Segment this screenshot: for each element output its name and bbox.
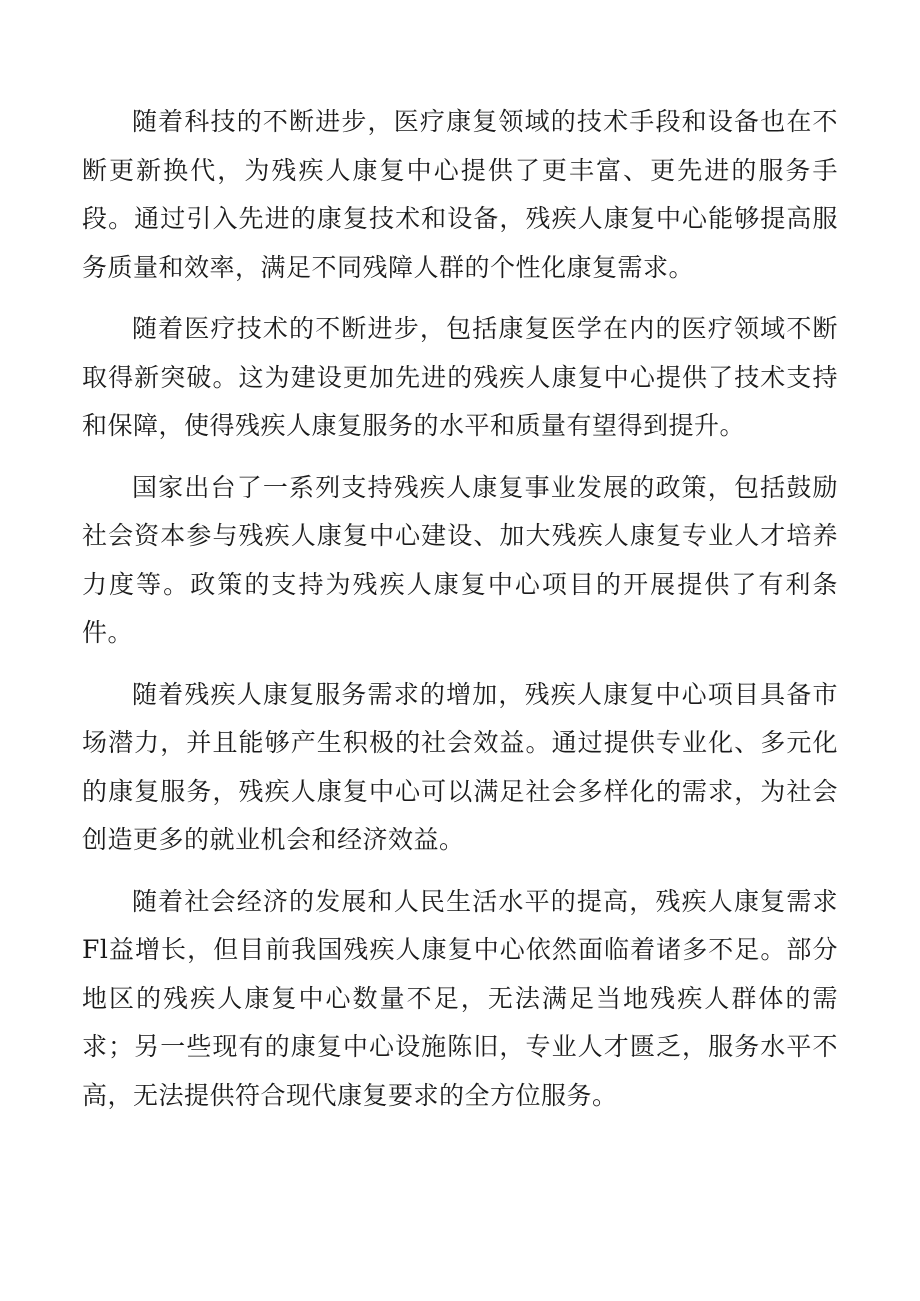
paragraph-3: 国家出台了一系列支持残疾人康复事业发展的政策，包括鼓励社会资本参与残疾人康复中心建设、加大残疾人康复专业人才培养力度等。政策的支持为残疾人康复中心项目的开展提供了有利条件。	[82, 472, 838, 647]
document-body	[82, 98, 838, 1133]
paragraph-1: 随着科技的不断进步，医疗康复领域的技术手段和设备也在不断更新换代，为残疾人康复中心提供了更丰富、更先进的服务手段。通过引入先进的康复技术和设备，残疾人康复中心能够提高服务质量和效率，满足不同残障人群的个性化康复需求。	[82, 107, 838, 282]
paragraph-4: 随着残疾人康复服务需求的增加，残疾人康复中心项目具备市场潜力，并且能够产生积极的社会效益。通过提供专业化、多元化的康复服务，残疾人康复中心可以满足社会多样化的需求，为社会创造更多的就业机会和经济效益。	[82, 679, 838, 854]
paragraph-5: 随着社会经济的发展和人民生活水平的提高，残疾人康复需求Fl益增长，但目前我国残疾人康复中心依然面临着诸多不足。部分地区的残疾人康复中心数量不足，无法满足当地残疾人群体的需求；另一些现有的康复中心设施陈旧，专业人才匮乏，服务水平不高，无法提供符合现代康复要求的全方位服务。	[82, 886, 838, 1110]
paragraph-2: 随着医疗技术的不断进步，包括康复医学在内的医疗领域不断取得新突破。这为建设更加先进的残疾人康复中心提供了技术支持和保障，使得残疾人康复服务的水平和质量有望得到提升。	[82, 314, 838, 440]
